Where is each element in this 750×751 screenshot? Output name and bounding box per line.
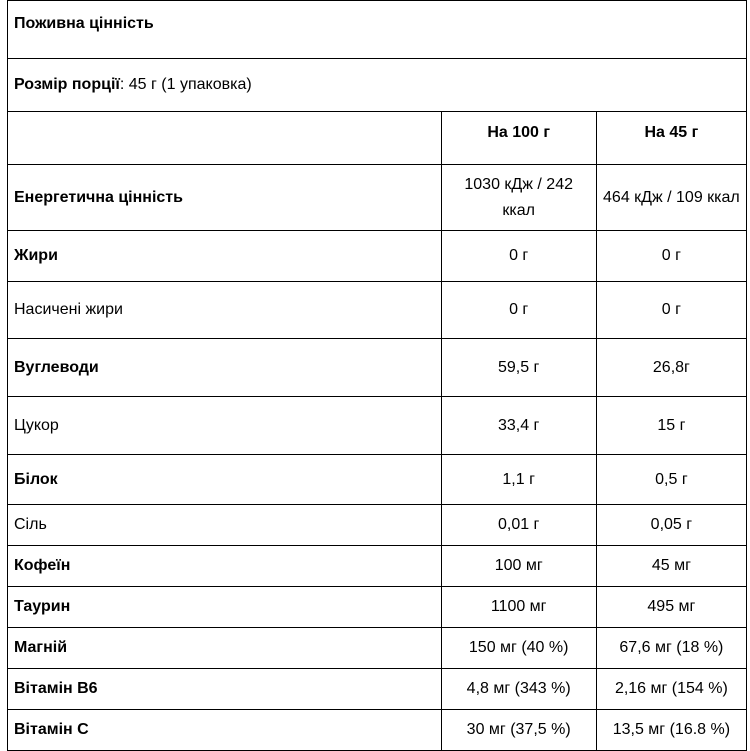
header-row bbox=[8, 112, 747, 165]
nutrient-value-per45: 0 г bbox=[596, 282, 746, 339]
nutrient-value-per100: 150 мг (40 %) bbox=[441, 628, 596, 669]
serving-label: Розмір порції bbox=[14, 76, 120, 93]
nutrient-value-per100: 100 мг bbox=[441, 546, 596, 587]
nutrient-name: Насичені жири bbox=[8, 282, 442, 339]
nutrient-value-per45: 15 г bbox=[596, 397, 746, 455]
nutrient-name: Цукор bbox=[8, 397, 442, 455]
nutrient-row bbox=[8, 587, 747, 628]
nutrient-value-per45: 0 г bbox=[596, 231, 746, 282]
nutrient-value-per45: 0,5 г bbox=[596, 455, 746, 505]
nutrient-value-per45: 464 кДж / 109 ккал bbox=[596, 165, 746, 231]
title-row bbox=[8, 1, 747, 59]
nutrient-row bbox=[8, 546, 747, 587]
nutrient-value-per100: 4,8 мг (343 %) bbox=[441, 669, 596, 710]
nutrient-value-per45: 2,16 мг (154 %) bbox=[596, 669, 746, 710]
nutrient-value-per45: 26,8г bbox=[596, 339, 746, 397]
nutrient-value-per100: 1030 кДж / 242 ккал bbox=[441, 165, 596, 231]
nutrient-value-per45: 67,6 мг (18 %) bbox=[596, 628, 746, 669]
nutrient-row bbox=[8, 710, 747, 751]
table-title: Поживна цінність bbox=[8, 1, 747, 59]
nutrient-row bbox=[8, 282, 747, 339]
nutrient-value-per100: 0 г bbox=[441, 231, 596, 282]
nutrient-value-per100: 59,5 г bbox=[441, 339, 596, 397]
nutrient-row bbox=[8, 339, 747, 397]
serving-value: : 45 г (1 упаковка) bbox=[119, 76, 252, 93]
nutrient-value-per100: 0 г bbox=[441, 282, 596, 339]
nutrient-name: Вуглеводи bbox=[8, 339, 442, 397]
nutrition-table bbox=[7, 0, 747, 751]
nutrient-row bbox=[8, 628, 747, 669]
nutrient-value-per100: 0,01 г bbox=[441, 505, 596, 546]
header-per100: На 100 г bbox=[441, 112, 596, 165]
nutrient-rows bbox=[8, 165, 747, 751]
header-per45: На 45 г bbox=[596, 112, 746, 165]
nutrient-value-per100: 1100 мг bbox=[441, 587, 596, 628]
nutrient-row bbox=[8, 455, 747, 505]
nutrient-row bbox=[8, 397, 747, 455]
nutrient-name: Вітамін B6 bbox=[8, 669, 442, 710]
nutrient-name: Магній bbox=[8, 628, 442, 669]
nutrient-row bbox=[8, 669, 747, 710]
nutrient-row bbox=[8, 165, 747, 231]
nutrient-name: Таурин bbox=[8, 587, 442, 628]
nutrient-value-per100: 33,4 г bbox=[441, 397, 596, 455]
nutrient-name: Вітамін C bbox=[8, 710, 442, 751]
nutrient-value-per45: 13,5 мг (16.8 %) bbox=[596, 710, 746, 751]
serving-size bbox=[8, 59, 747, 112]
nutrient-name: Сіль bbox=[8, 505, 442, 546]
nutrient-name: Білок bbox=[8, 455, 442, 505]
nutrient-name: Жири bbox=[8, 231, 442, 282]
nutrient-value-per45: 495 мг bbox=[596, 587, 746, 628]
nutrient-name: Енергетична цінність bbox=[8, 165, 442, 231]
nutrient-value-per45: 45 мг bbox=[596, 546, 746, 587]
nutrient-value-per45: 0,05 г bbox=[596, 505, 746, 546]
serving-row bbox=[8, 59, 747, 112]
nutrient-row bbox=[8, 231, 747, 282]
nutrient-name: Кофеїн bbox=[8, 546, 442, 587]
header-blank-cell bbox=[8, 112, 442, 165]
nutrient-value-per100: 30 мг (37,5 %) bbox=[441, 710, 596, 751]
nutrient-value-per100: 1,1 г bbox=[441, 455, 596, 505]
nutrient-row bbox=[8, 505, 747, 546]
